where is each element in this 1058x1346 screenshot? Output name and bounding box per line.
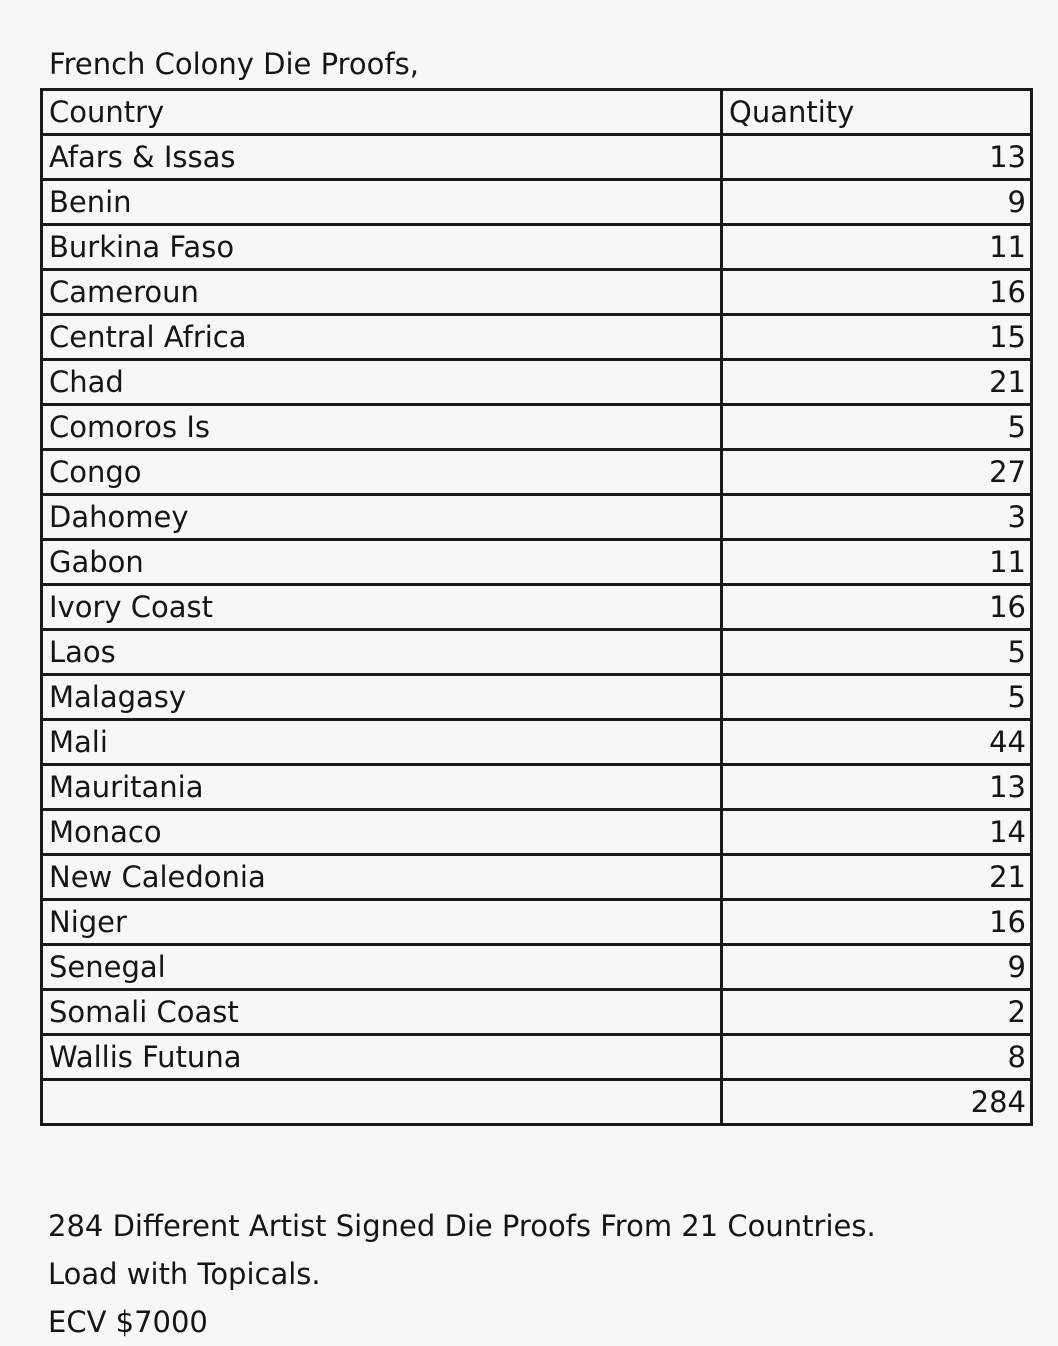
summary-note: 284 Different Artist Signed Die Proofs From 21 Countries.	[48, 1209, 876, 1243]
header-country: Country	[42, 90, 722, 135]
notes-block	[48, 1202, 876, 1346]
cell-quantity: 13	[722, 765, 1032, 810]
table-row	[42, 855, 1032, 900]
cell-quantity: 16	[722, 270, 1032, 315]
cell-quantity: 9	[722, 180, 1032, 225]
cell-country: Gabon	[42, 540, 722, 585]
cell-quantity: 21	[722, 360, 1032, 405]
cell-quantity: 5	[722, 405, 1032, 450]
table-total-row	[42, 1080, 1032, 1125]
cell-country: Benin	[42, 180, 722, 225]
cell-quantity: 2	[722, 990, 1032, 1035]
cell-quantity: 21	[722, 855, 1032, 900]
document-title: French Colony Die Proofs,	[49, 47, 419, 81]
cell-quantity: 11	[722, 225, 1032, 270]
table-body	[42, 90, 1032, 1125]
topicals-note: Load with Topicals.	[48, 1257, 321, 1291]
cell-country: Chad	[42, 360, 722, 405]
cell-quantity: 16	[722, 585, 1032, 630]
table-row	[42, 225, 1032, 270]
cell-quantity: 5	[722, 630, 1032, 675]
table-row	[42, 945, 1032, 990]
table-row	[42, 135, 1032, 180]
total-label-cell	[42, 1080, 722, 1125]
cell-quantity: 3	[722, 495, 1032, 540]
cell-quantity: 11	[722, 540, 1032, 585]
table-row	[42, 585, 1032, 630]
cell-country: Mali	[42, 720, 722, 765]
cell-country: Somali Coast	[42, 990, 722, 1035]
table-row	[42, 630, 1032, 675]
table-row	[42, 900, 1032, 945]
cell-country: Congo	[42, 450, 722, 495]
cell-country: Wallis Futuna	[42, 1035, 722, 1080]
cell-country: Central Africa	[42, 315, 722, 360]
cell-country: Ivory Coast	[42, 585, 722, 630]
table-row	[42, 495, 1032, 540]
cell-country: Burkina Faso	[42, 225, 722, 270]
cell-quantity: 5	[722, 675, 1032, 720]
cell-country: Malagasy	[42, 675, 722, 720]
cell-quantity: 14	[722, 810, 1032, 855]
die-proofs-table	[40, 88, 1033, 1126]
cell-country: Monaco	[42, 810, 722, 855]
table-row	[42, 765, 1032, 810]
total-quantity: 284	[722, 1080, 1032, 1125]
ecv-note: ECV $7000	[48, 1305, 208, 1339]
table-row	[42, 990, 1032, 1035]
table-row	[42, 180, 1032, 225]
cell-country: Niger	[42, 900, 722, 945]
cell-country: Mauritania	[42, 765, 722, 810]
table-row	[42, 720, 1032, 765]
cell-quantity: 16	[722, 900, 1032, 945]
cell-quantity: 13	[722, 135, 1032, 180]
table-header-row	[42, 90, 1032, 135]
table-row	[42, 450, 1032, 495]
cell-country: Dahomey	[42, 495, 722, 540]
table-row	[42, 675, 1032, 720]
table-row	[42, 1035, 1032, 1080]
cell-country: New Caledonia	[42, 855, 722, 900]
cell-quantity: 9	[722, 945, 1032, 990]
table-row	[42, 540, 1032, 585]
cell-quantity: 15	[722, 315, 1032, 360]
table-row	[42, 810, 1032, 855]
table-row	[42, 315, 1032, 360]
cell-country: Afars & Issas	[42, 135, 722, 180]
table-row	[42, 360, 1032, 405]
cell-country: Senegal	[42, 945, 722, 990]
cell-quantity: 8	[722, 1035, 1032, 1080]
cell-quantity: 44	[722, 720, 1032, 765]
table-row	[42, 405, 1032, 450]
cell-country: Cameroun	[42, 270, 722, 315]
table-row	[42, 270, 1032, 315]
cell-quantity: 27	[722, 450, 1032, 495]
cell-country: Comoros Is	[42, 405, 722, 450]
header-quantity: Quantity	[722, 90, 1032, 135]
cell-country: Laos	[42, 630, 722, 675]
